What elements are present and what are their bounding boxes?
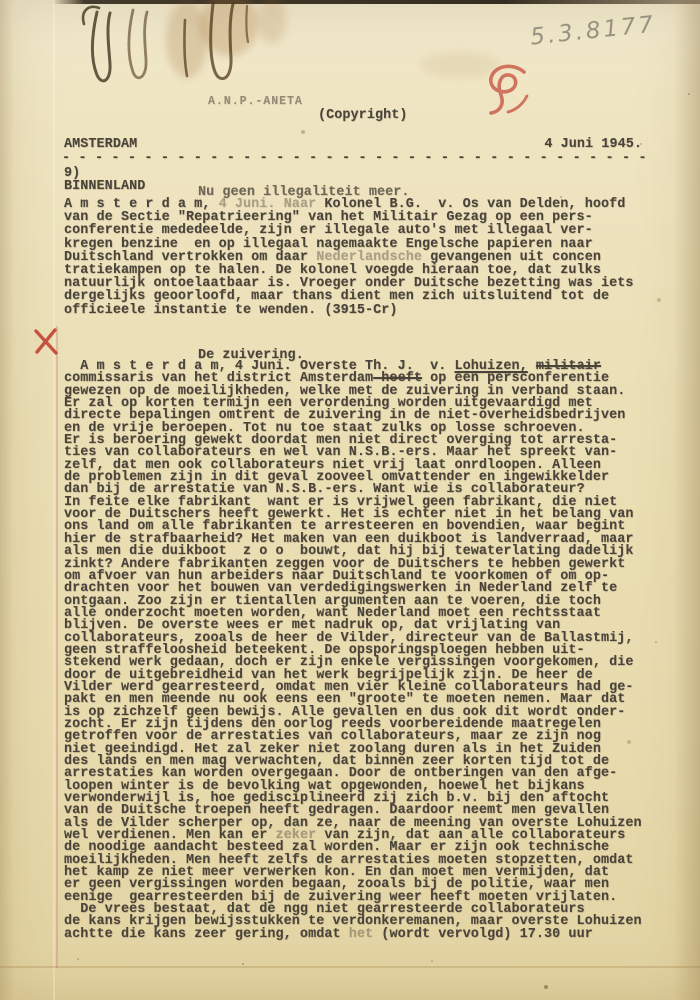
text-line: zelf, dat men ook collaborateurs niet vrij laat onrdloopen. Alleen bbox=[64, 457, 601, 473]
text-line: voor de Duitschers heeft gewerkt. Het is echter niet in het belang van bbox=[64, 507, 634, 523]
text-line: ontgaan. Zoo zijn er tientallen argumenten aan te voeren, die toch bbox=[64, 593, 601, 609]
text-line: als men die duikboot z o o bouwt, dat hij bij tewaterlating dadelijk bbox=[64, 544, 634, 560]
text-line: is op zichzelf geen bewijs. Alle gevallen en dus ook dit wordt onder- bbox=[64, 704, 626, 720]
text-line: eenige gearresteerden bij de zuivering weer heeft moeten vrijlaten. bbox=[64, 889, 618, 905]
text-line: conferentie mededeelde, zijn er illegale auto's met illegaal ver- bbox=[64, 223, 593, 239]
article-title: De zuivering. bbox=[198, 348, 304, 363]
text-line: de noodige aandacht besteed zal worden. Maar er zijn ook technische bbox=[64, 840, 610, 856]
text-line: directe bepalingen omtrent de zuivering in de niet-overheidsbedrijven bbox=[64, 408, 626, 424]
dateline-date: 4 Juni 1945. bbox=[544, 137, 642, 152]
text-line: ties van collaborateurs en wel van N.S.B.-ers. Maar het spreekt van- bbox=[64, 445, 618, 461]
text-line: zinkt? Andere fabrikanten zeggen voor de Duitschers te hebben gewerkt bbox=[64, 556, 626, 572]
text-line: alle onderzocht moeten worden, want Nederland moet een rechtsstaat bbox=[64, 605, 601, 621]
ink-stain bbox=[200, 0, 258, 56]
text-line: wel verdienen. Men kan er zeker van zijn, dat aan alle collaborateurs bbox=[64, 828, 626, 844]
text-line: natuurlijk ontoelaatbaar is. Vroeger onder Duitsche bezetting was iets bbox=[64, 276, 634, 292]
text-line: hier de strafbaarheid? Het maken van een duikboot is landverraad, maar bbox=[64, 531, 634, 547]
text-line: Duitschland vertrokken om daar Nederlandsche gevangenen uit concen bbox=[64, 249, 601, 265]
red-squiggle-icon bbox=[491, 66, 527, 113]
text-line: geen straffeloosheid beteekent. De opsporingsploegen hebben uit- bbox=[64, 642, 585, 658]
text-line: om afvoer van hun arbeiders naar Duitschland te voorkomen of om op- bbox=[64, 568, 610, 584]
text-line: Er zal op korten termijn een verordening worden uitgevaardigd met bbox=[64, 396, 593, 412]
text-line: collaborateurs, zooals de heer de Vilder, directeur van de Ballastmij, bbox=[64, 630, 634, 646]
text-line: commissaris van het district Amsterdam heeft op een persconferentie bbox=[64, 371, 610, 387]
paper-specks bbox=[0, 0, 2, 2]
text-line: dergelijks geoorloofd, maar thans dient men zich uitsluitend tot de bbox=[64, 289, 610, 305]
paper-fold-line bbox=[0, 966, 700, 968]
text-line: officieele instantie te wenden. (3915-Cr) bbox=[64, 302, 398, 318]
paper-crease-line bbox=[56, 326, 58, 968]
text-line: als de Vilder scherper op, dan ze, naar de meening van overste Lohuizen bbox=[64, 815, 642, 831]
text-line: A m s t e r d a m, 4 Juni. Naar Kolonel B.G. v. Os van Delden, hoofd bbox=[64, 197, 626, 212]
text-line: de problemen zijn in dit geval zooveel omvattender en ingewikkelder bbox=[64, 470, 610, 486]
text-line: De vrees bestaat, dat de ngg niet gearresteerde collaborateurs bbox=[64, 902, 585, 918]
text-line: ons land om alle fabrikanten te arresteeren en bovendien, waar begint bbox=[64, 519, 626, 535]
text-line: stekend werk gedaan, doch er zijn enkele vergissingen voorgekomen, die bbox=[64, 655, 634, 671]
copyright-line: (Copyright) bbox=[318, 108, 408, 123]
text-line: blijven. De overste wees er met nadruk op, dat vrijlating van bbox=[64, 618, 561, 634]
article-body bbox=[64, 198, 634, 317]
agency-name: A.N.P.-ANETA bbox=[208, 95, 303, 108]
text-line: Er is beroering gewekt doordat men niet direct overging tot arresta- bbox=[64, 433, 618, 449]
text-line: tratiekampen op te halen. De kolonel voegde hieraan toe, dat zulks bbox=[64, 262, 601, 278]
text-line: en de vrije beroepen. Tot nu toe staat zulks op losse schroeven. bbox=[64, 420, 585, 436]
text-line: achtte die kans zeer gering, omdat het (wordt vervolgd) 17.30 uur bbox=[64, 926, 593, 942]
text-line: het kamp ze niet meer verwerken kon. En dan moet men vermijden, dat bbox=[64, 865, 610, 881]
paper-stain bbox=[420, 52, 500, 78]
text-line: gewezen op de moeilijkheden, welke met de zuivering in verband staan. bbox=[64, 383, 626, 399]
text-line: In feite elke fabrikant want er is vrijwel geen fabrikant, die niet bbox=[64, 494, 618, 510]
text-line: zocht. Er zijn tijdens den oorlog reeds voorbereidende maatregelen bbox=[64, 716, 601, 732]
text-line: kregen benzine en op illegaal nagemaakte Engelsche papieren naar bbox=[64, 236, 593, 252]
dashed-separator: - - - - - - - - - - - - - - - - - - - - - - - - - - - - - - - - - - - - bbox=[62, 151, 647, 166]
text-line: des lands en men mag verwachten, dat binnen zeer korten tijd tot de bbox=[64, 754, 610, 769]
text-line: drachten voor het bouwen van verdedigingswerken in Nederland zelf te bbox=[64, 581, 618, 597]
text-line: verwonderwijl is, hoe gedisciplineerd zij zich b.v. bij den aftocht bbox=[64, 791, 610, 807]
text-line: van de Duitsche troepen heeft gedragen. Daardoor neemt men gevallen bbox=[64, 803, 610, 819]
section-heading: BINNENLAND bbox=[64, 179, 146, 194]
text-line: van de Sectie "Repatrieering" van het Militair Gezag op een pers- bbox=[64, 210, 593, 226]
article-body bbox=[64, 361, 642, 941]
page-number: 9) bbox=[64, 166, 81, 181]
text-line: Vilder werd gearresteerd, omdat men vier kleine collaborateurs had ge- bbox=[64, 679, 634, 695]
scan-edge-shadow bbox=[52, 0, 700, 4]
dateline-city: AMSTERDAM bbox=[64, 137, 138, 152]
text-line: loopen winter is de bevolking wat opgewonden, hoewel het bijkans bbox=[64, 778, 585, 794]
text-line: er geen vergissingen worden begaan, zooals bij de politie, waar men bbox=[64, 877, 610, 893]
text-line: dan bij de arrestatie van N.S.B.-ers. Want wie is collaborateur? bbox=[64, 482, 585, 498]
text-line: moeilijkheden. Men heeft zelfs de arrestaties moeten stopzetten, omdat bbox=[64, 852, 634, 868]
text-line: de kans krijgen bewijsstukken te verdonkeremanen, maar overste Lohuizen bbox=[64, 914, 642, 930]
text-line: arrestaties kan worden overgegaan. Door de ontberingen van den afge- bbox=[64, 766, 618, 782]
text-line: A m s t e r d a m, 4 Juni. Overste Th. J. v. Lohuizen, militair bbox=[64, 359, 601, 374]
archive-number-handwritten: 5.3.8177 bbox=[528, 11, 658, 51]
text-line: pakt en men meende nu ook eens een "groote" te moeten nemen. Maar dat bbox=[64, 692, 626, 708]
article-title: Nu geen illegaliteit meer. bbox=[198, 185, 410, 200]
text-line: getroffen voor de arrestaties van collaborateurs, maar ze zijn nog bbox=[64, 729, 601, 745]
ink-stain bbox=[258, 0, 286, 44]
paper-crease bbox=[53, 0, 55, 1000]
text-line: door de uitgebreidheid van het werk begrijpelijk zijn. De heer de bbox=[64, 667, 593, 683]
text-line: niet geeindigd. Het zal zeker niet zoolang duren als in het Zuiden bbox=[64, 741, 601, 757]
